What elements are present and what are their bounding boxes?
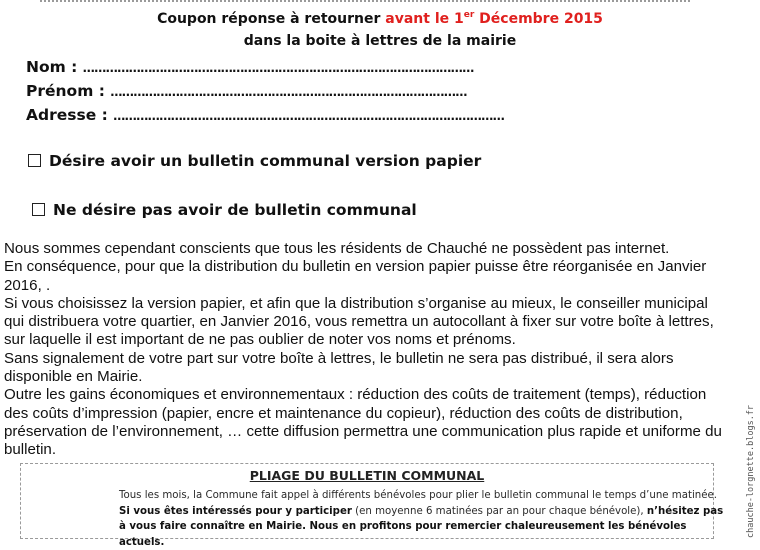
firstname-dots: …………………………………………………………………………………: [110, 85, 467, 99]
cut-line: [40, 0, 690, 2]
choice-paper-bulletin[interactable]: [28, 152, 481, 170]
pliage-text-bold-1: Si vous êtes intéressés pour y participer: [119, 505, 352, 517]
choice-no-bulletin[interactable]: [32, 201, 417, 219]
choice-none-label: Ne désire pas avoir de bulletin communal: [53, 201, 417, 219]
coupon-title-text: Coupon réponse à retourner: [157, 11, 386, 27]
paragraph: En conséquence, pour que la distribution du bulletin en version papier puisse être réorganisée en Janvier 2016, .: [4, 258, 707, 294]
coupon-subtitle: dans la boite à lettres de la mairie: [243, 33, 517, 49]
pliage-title: PLIAGE DU BULLETIN COMMUNAL: [249, 468, 485, 483]
firstname-field[interactable]: [26, 82, 467, 100]
address-dots: …………………………………………………………………………………………: [113, 109, 505, 123]
name-dots: …………………………………………………………………………………………: [82, 61, 474, 75]
checkbox-none[interactable]: [32, 203, 45, 216]
coupon-deadline-sup: er: [463, 10, 475, 20]
pliage-text-1: Tous les mois, la Commune fait appel à différents bénévoles pour plier le bulletin communal le temps d’une matinée.: [119, 490, 718, 501]
blog-watermark: [736, 388, 756, 538]
coupon-reponse: [0, 0, 735, 238]
coupon-deadline: [385, 11, 603, 27]
choice-paper-label: Désire avoir un bulletin communal version papier: [49, 152, 482, 170]
paragraph: Si vous choisissez la version papier, et afin que la distribution s’organise au mieux, le conseiller municipal qui distribuera votre quartier, en Janvier 2016, vous remettra un autocollant à fixer sur votre boîte à lettres, sur laquelle il est important de ne pas oublier de noter vos noms et prénoms.: [4, 294, 714, 349]
body-text: [4, 240, 732, 460]
pliage-box: [20, 463, 724, 548]
paragraph: Nous sommes cependant conscients que tous les résidents de Chauché ne possèdent pas internet.: [4, 240, 670, 257]
name-label: Nom :: [26, 58, 83, 76]
name-field[interactable]: [26, 58, 474, 76]
paragraph: Outre les gains économiques et environnementaux : réduction des coûts de traitement (temps), réduction des coûts d’impression (papier, encre et maintenance du copieur), réduction des coûts de distribution, préservation de l’environnement, … cette diffusion permettra une communication plus rapide et uniforme du bulletin.: [4, 386, 722, 459]
address-field[interactable]: [26, 106, 504, 124]
paragraph: Sans signalement de votre part sur votre boîte à lettres, le bulletin ne sera pas distribué, il sera alors disponible en Mairie.: [4, 349, 674, 386]
pliage-text: [119, 488, 731, 550]
coupon-title: [0, 10, 760, 27]
blog-watermark-text: chauche-lorgnette.blogs.fr: [746, 404, 756, 538]
coupon-deadline-part1: avant le 1: [385, 11, 464, 27]
coupon-deadline-part2: Décembre 2015: [474, 11, 603, 27]
checkbox-paper[interactable]: [28, 154, 41, 167]
pliage-text-2: (en moyenne 6 matinées par an pour chaque bénévole),: [351, 505, 647, 517]
pliage-text-bold-2: n’hésitez pas à vous faire connaître en Mairie. Nous en profitons pour remercier chaleureusement les bénévoles actuels.: [119, 505, 724, 548]
firstname-label: Prénom :: [26, 82, 111, 100]
address-label: Adresse :: [26, 106, 114, 124]
